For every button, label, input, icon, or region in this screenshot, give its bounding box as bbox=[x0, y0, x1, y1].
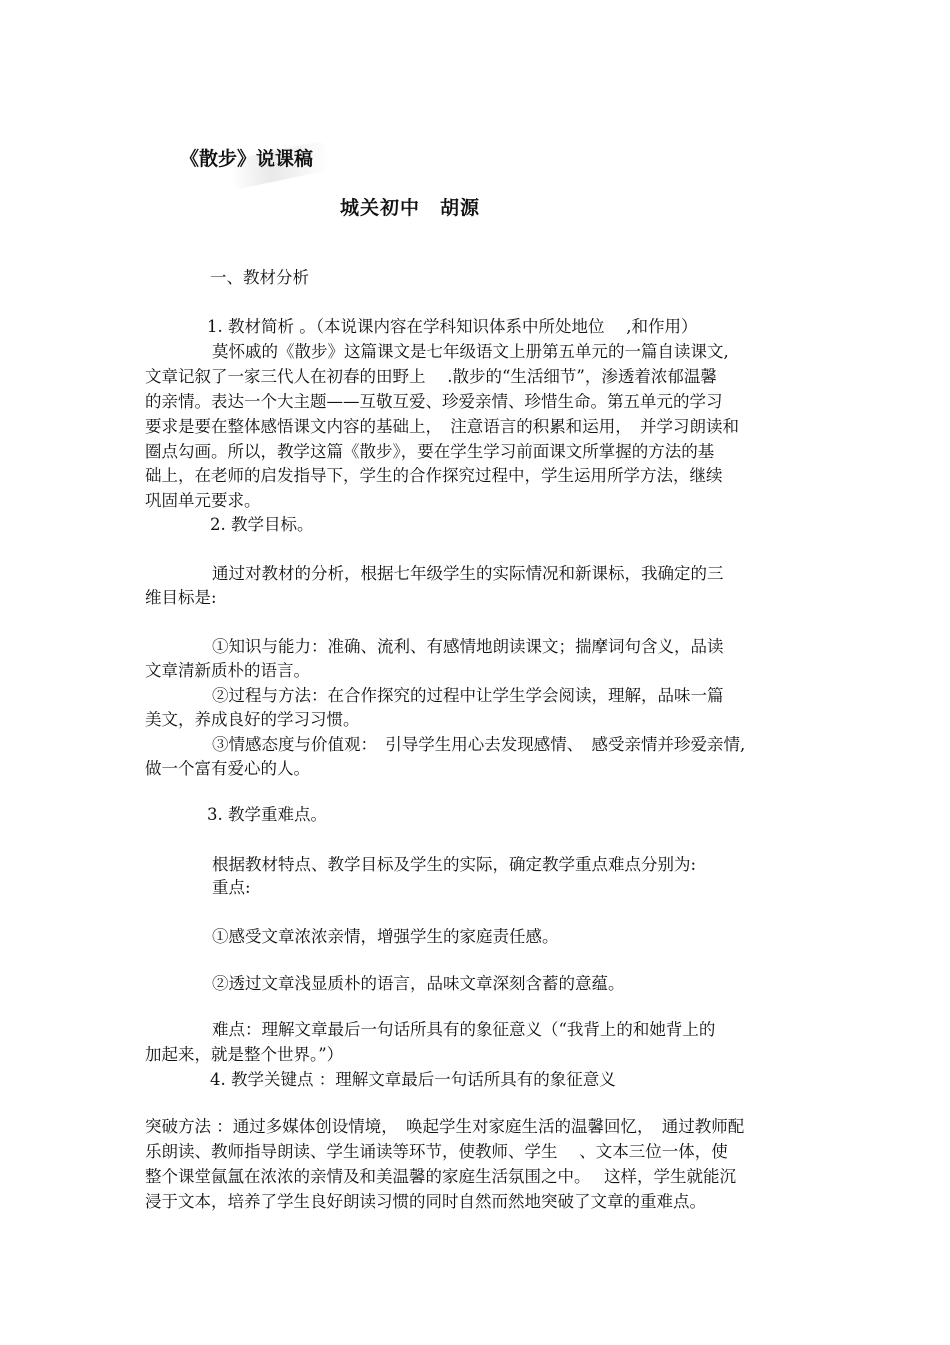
paragraph-line: 要求是要在整体感悟课文内容的基础上， 注意语言的积累和运用， 并学习朗读和 bbox=[145, 417, 739, 436]
section-heading: 一、教材分析 bbox=[210, 268, 309, 287]
author-line: 城关初中 胡源 bbox=[340, 197, 481, 219]
paragraph-line: 浸于文本，培养了学生良好朗读习惯的同时自然而然地突破了文章的重难点。 bbox=[145, 1192, 706, 1211]
paragraph-line: 1. 教材简析 。（本说课内容在学科知识体系中所处地位 ,和作用） bbox=[207, 317, 698, 336]
paragraph-line: 圈点勾画。所以，教学这篇《散步》，要在学生学习前面课文所掌握的方法的基 bbox=[145, 442, 715, 461]
paragraph-line: ②透过文章浅显质朴的语言，品味文章深刻含蓄的意蕴。 bbox=[212, 974, 625, 993]
paragraph-line: ①知识与能力：准确、流利、有感情地朗读课文；揣摩词句含义，品读 bbox=[212, 637, 724, 656]
paragraph-line: 做一个富有爱心的人。 bbox=[145, 759, 310, 778]
subheading: 3. 教学重难点。 bbox=[207, 805, 327, 824]
paragraph-line: 突破方法 ：通过多媒体创设情境， 唤起学生对家庭生活的温馨回忆， 通过教师配 bbox=[145, 1117, 745, 1136]
paragraph-line: 巩固单元要求。 bbox=[145, 491, 261, 510]
paragraph-line: ③情感态度与价值观： 引导学生用心去发现感情、 感受亲情并珍爱亲情, bbox=[212, 735, 746, 754]
paragraph-line: 莫怀戚的《散步》这篇课文是七年级语文上册第五单元的一篇自读课文, bbox=[212, 342, 729, 361]
paragraph-line: 难点：理解文章最后一句话所具有的象征意义（“我背上的和她背上的 bbox=[212, 1020, 716, 1039]
paragraph-line: 根据教材特点、教学目标及学生的实际，确定教学重点难点分别为: bbox=[212, 855, 697, 874]
document-title: 《散步》说课稿 bbox=[180, 148, 314, 170]
paragraph-line: 文章清新质朴的语言。 bbox=[145, 661, 310, 680]
paragraph-line: 通过对教材的分析，根据七年级学生的实际情况和新课标，我确定的三 bbox=[212, 564, 724, 583]
paragraph-line: 重点: bbox=[212, 878, 251, 897]
paragraph-line: 的亲情。表达一个大主题——互敬互爱、珍爱亲情、珍惜生命。第五单元的学习 bbox=[145, 392, 723, 411]
paragraph-line: 美文，养成良好的学习习惯。 bbox=[145, 710, 360, 729]
paragraph-line: ②过程与方法：在合作探究的过程中让学生学会阅读，理解，品味一篇 bbox=[212, 686, 724, 705]
paragraph-line: 础上，在老师的启发指导下，学生的合作探究过程中，学生运用所学方法，继续 bbox=[145, 466, 723, 485]
paragraph-line: 维目标是: bbox=[145, 588, 217, 607]
subheading: 4. 教学关键点 ：理解文章最后一句话所具有的象征意义 bbox=[210, 1070, 616, 1089]
paragraph-line: 加起来，就是整个世界。”） bbox=[145, 1045, 344, 1064]
paragraph-line: 整个课堂氤氲在浓浓的亲情及和美温馨的家庭生活氛围之中。 这样，学生就能沉 bbox=[145, 1167, 736, 1186]
paragraph-line: 文章记叙了一家三代人在初春的田野上 .散步的“生活细节”，渗透着浓郁温馨 bbox=[145, 367, 717, 386]
subheading: 2. 教学目标。 bbox=[210, 515, 314, 534]
paragraph-line: 乐朗读、教师指导朗读、学生诵读等环节，使教师、学生 、文本三位一体，使 bbox=[145, 1142, 728, 1161]
paragraph-line: ①感受文章浓浓亲情，增强学生的家庭责任感。 bbox=[212, 927, 559, 946]
